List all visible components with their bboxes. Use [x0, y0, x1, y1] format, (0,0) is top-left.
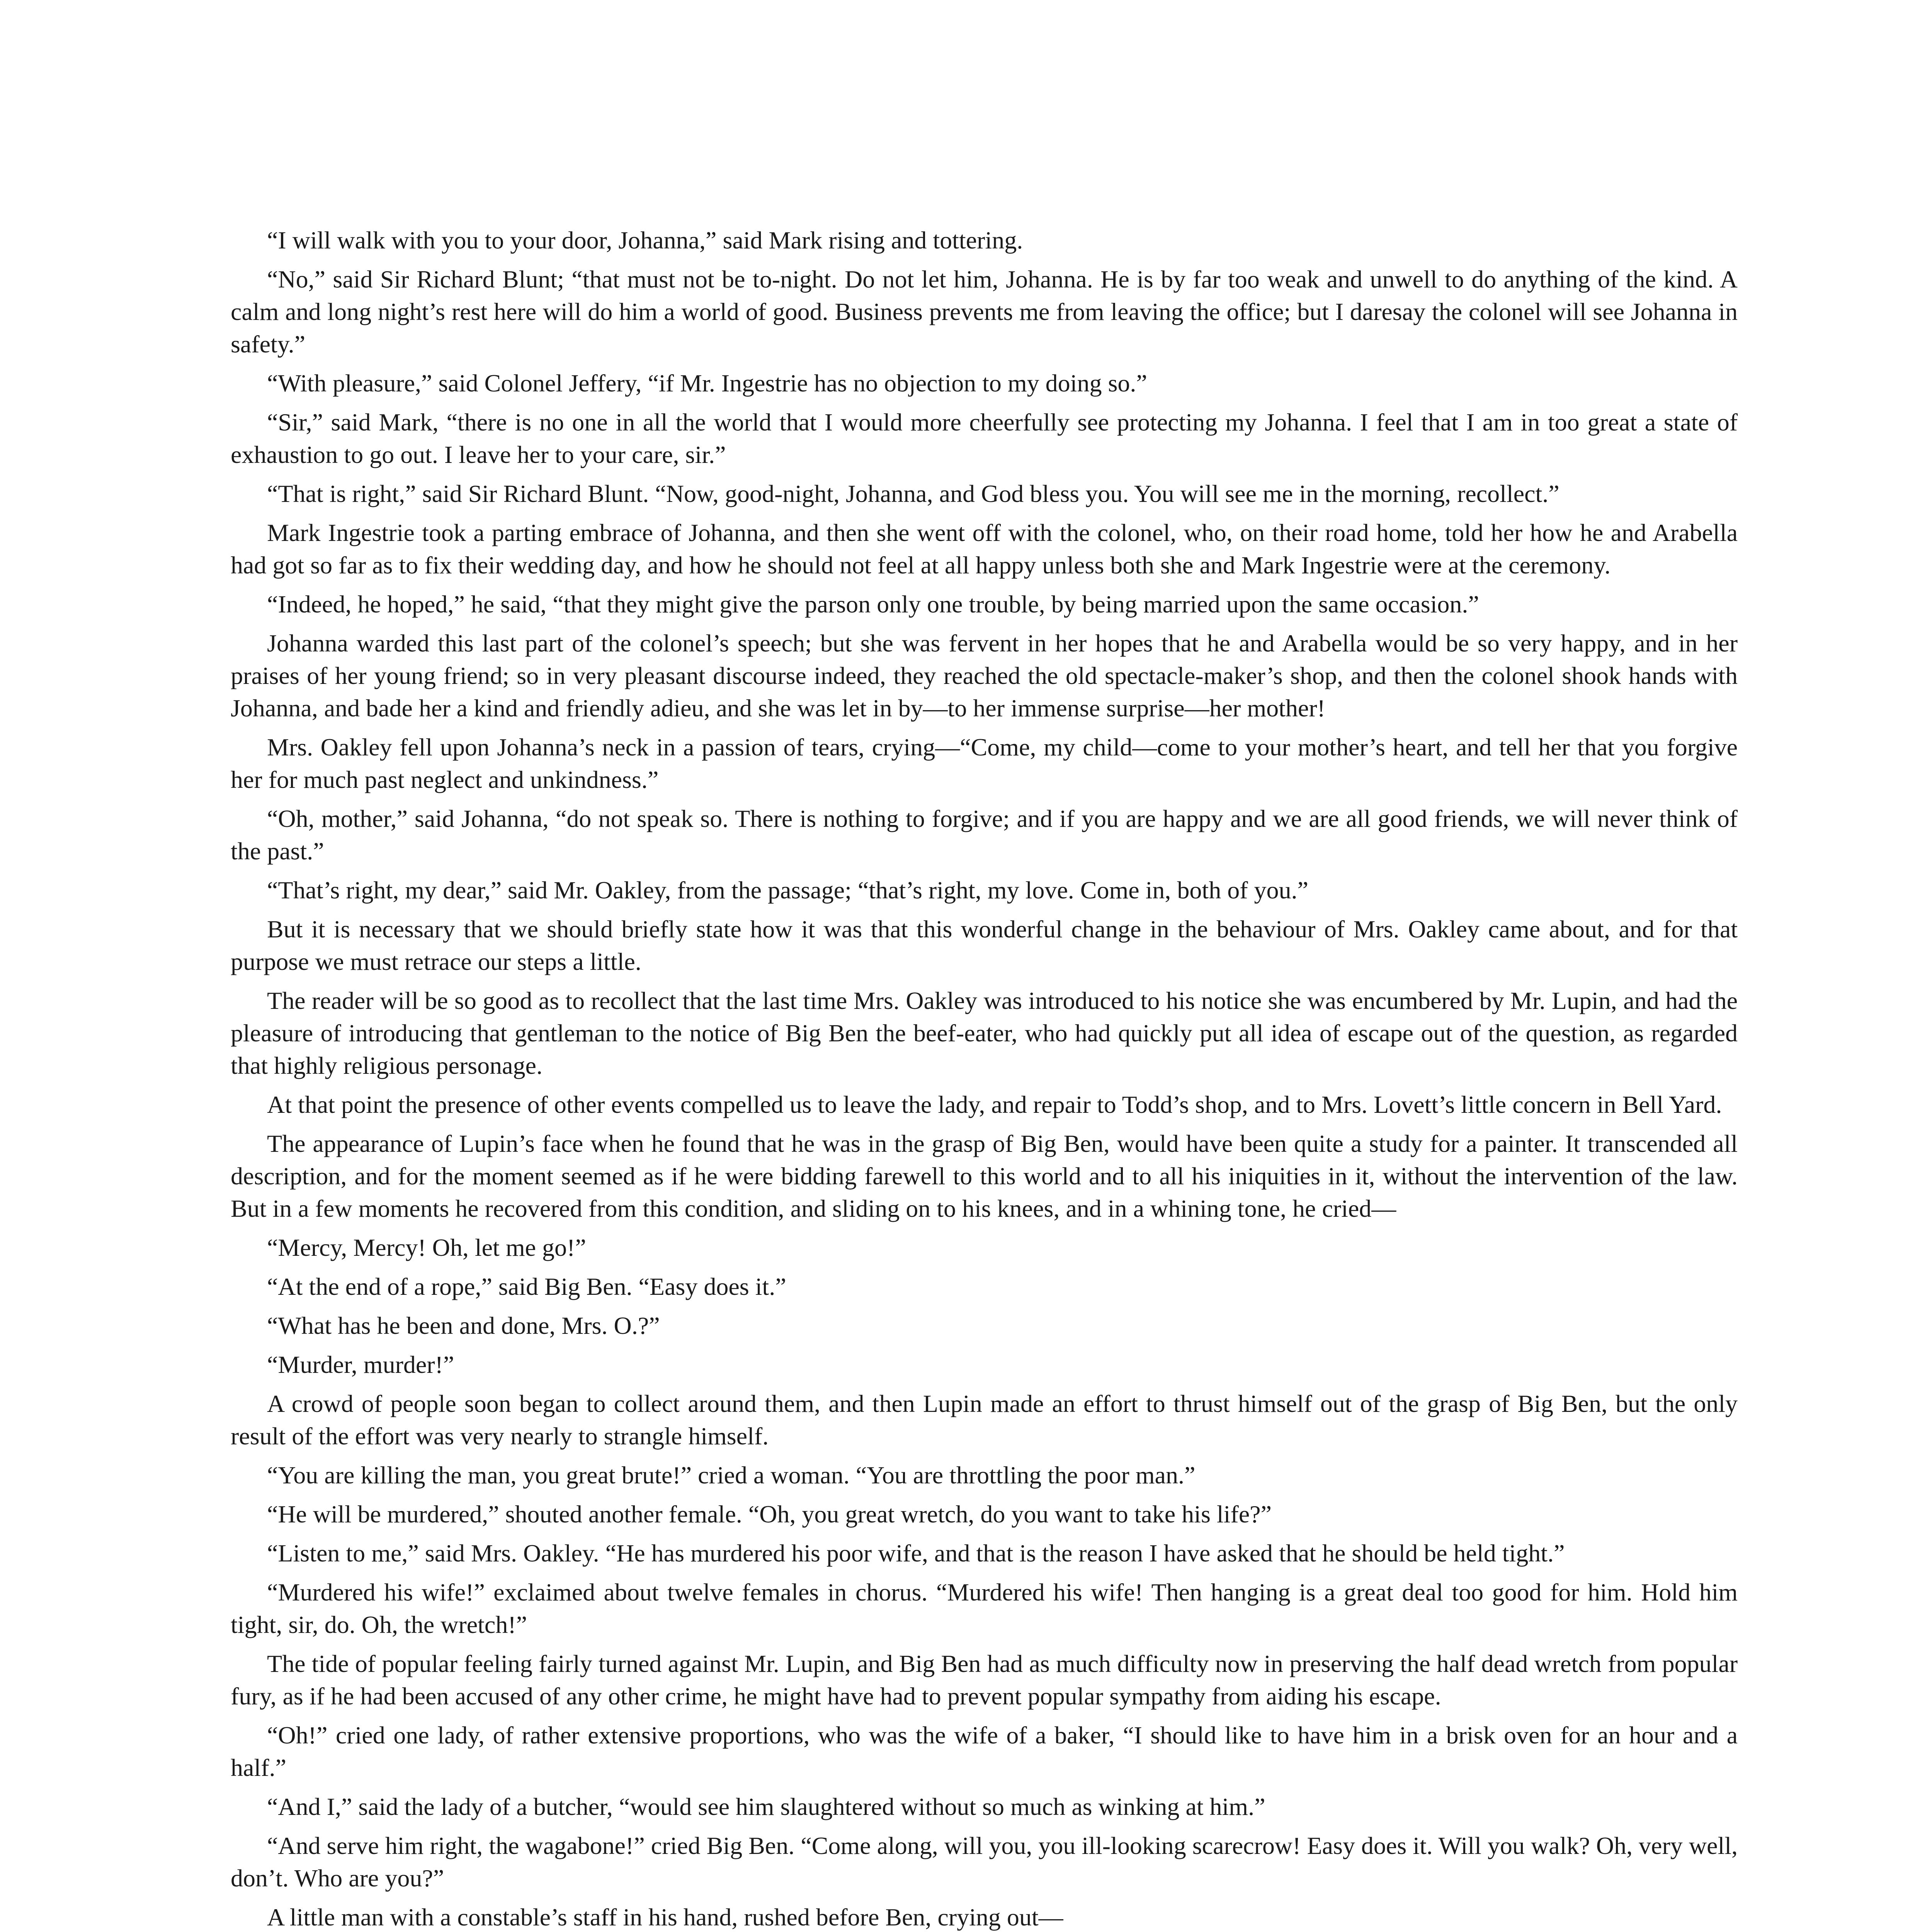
paragraph: “At the end of a rope,” said Big Ben. “Easy does it.”: [267, 1273, 786, 1300]
paragraph: Mrs. Oakley fell upon Johanna’s neck in a passion of tears, crying—“Come, my child—come to your mother’s heart, and tell her that you forgive her for much past neglect and unkindness.”: [231, 733, 1738, 793]
paragraph: Mark Ingestrie took a parting embrace of Johanna, and then she went off with the colonel, who, on their road home, told her how he and Arabella had got so far as to fix their wedding day, and how he should not feel at all happy unless both she and Mark Ingestrie were at the ceremony.: [231, 519, 1738, 579]
paragraph: “Murdered his wife!” exclaimed about twelve females in chorus. “Murdered his wife! Then hanging is a great deal too good for him. Hold him tight, sir, do. Oh, the wretch!”: [231, 1578, 1738, 1638]
paragraph: “Mercy, Mercy! Oh, let me go!”: [267, 1234, 586, 1261]
paragraph: “Oh!” cried one lady, of rather extensive proportions, who was the wife of a baker, “I should like to have him in a brisk oven for an hour and a half.”: [231, 1721, 1738, 1781]
paragraph: The appearance of Lupin’s face when he found that he was in the grasp of Big Ben, would have been quite a study for a painter. It transcended all description, and for the moment seemed as if he were bidding farewell to this world and to all his iniquities in it, without the intervention of the law. But in a few moments he recovered from this condition, and sliding on to his knees, and in a whining tone, he cried—: [231, 1130, 1738, 1222]
paragraph: At that point the presence of other events compelled us to leave the lady, and repair to Todd’s shop, and to Mrs. Lovett’s little concern in Bell Yard.: [267, 1091, 1722, 1118]
paragraph: “That’s right, my dear,” said Mr. Oakley, from the passage; “that’s right, my love. Come in, both of you.”: [267, 876, 1308, 904]
paragraph: A crowd of people soon began to collect around them, and then Lupin made an effort to thrust himself out of the grasp of Big Ben, but the only result of the effort was very nearly to strangle himself.: [231, 1390, 1738, 1450]
paragraph: “What has he been and done, Mrs. O.?”: [267, 1312, 660, 1339]
paragraph: But it is necessary that we should briefly state how it was that this wonderful change in the behaviour of Mrs. Oakley came about, and for that purpose we must retrace our steps a little.: [231, 915, 1738, 975]
paragraph: “I will walk with you to your door, Johanna,” said Mark rising and tottering.: [267, 226, 1023, 254]
paragraph: The tide of popular feeling fairly turned against Mr. Lupin, and Big Ben had as much difficulty now in preserving the half dead wretch from popular fury, as if he had been accused of any other crime, he might have had to prevent popular sympathy from aiding his escape.: [231, 1650, 1738, 1710]
paragraph: “Listen to me,” said Mrs. Oakley. “He has murdered his poor wife, and that is the reason I have asked that he should be held tight.”: [267, 1539, 1565, 1567]
paragraph: “You are killing the man, you great brute!” cried a woman. “You are throttling the poor man.”: [267, 1461, 1196, 1489]
paragraph: A little man with a constable’s staff in his hand, rushed before Ben, crying out—: [267, 1903, 1063, 1931]
paragraph: “He will be murdered,” shouted another female. “Oh, you great wretch, do you want to take his life?”: [267, 1500, 1272, 1528]
paragraph: “And I,” said the lady of a butcher, “would see him slaughtered without so much as winking at him.”: [267, 1793, 1265, 1820]
paragraph: “Indeed, he hoped,” he said, “that they might give the parson only one trouble, by being married upon the same occasion.”: [267, 590, 1479, 618]
page-body-text: [231, 224, 1738, 1932]
paragraph: “That is right,” said Sir Richard Blunt. “Now, good-night, Johanna, and God bless you. You will see me in the morning, recollect.”: [267, 480, 1560, 507]
paragraph: “Oh, mother,” said Johanna, “do not speak so. There is nothing to forgive; and if you are happy and we are all good friends, we will never think of the past.”: [231, 805, 1738, 865]
paragraph: “No,” said Sir Richard Blunt; “that must not be to-night. Do not let him, Johanna. He is by far too weak and unwell to do anything of the kind. A calm and long night’s rest here will do him a world of good. Business prevents me from leaving the office; but I daresay the colonel will see Johanna in safety.”: [231, 265, 1738, 358]
paragraph: The reader will be so good as to recollect that the last time Mrs. Oakley was introduced to his notice she was encumbered by Mr. Lupin, and had the pleasure of introducing that gentleman to the notice of Big Ben the beef-eater, who had quickly put all idea of escape out of the question, as regarded that highly religious personage.: [231, 987, 1738, 1079]
paragraph: “Sir,” said Mark, “there is no one in all the world that I would more cheerfully see protecting my Johanna. I feel that I am in too great a state of exhaustion to go out. I leave her to your care, sir.”: [231, 408, 1738, 468]
paragraph: “Murder, murder!”: [267, 1351, 454, 1378]
paragraph: “And serve him right, the wagabone!” cried Big Ben. “Come along, will you, you ill-looking scarecrow! Easy does it. Will you walk? Oh, very well, don’t. Who are you?”: [231, 1832, 1738, 1892]
paragraph: Johanna warded this last part of the colonel’s speech; but she was fervent in her hopes that he and Arabella would be so very happy, and in her praises of her young friend; so in very pleasant discourse indeed, they reached the old spectacle-maker’s shop, and then the colonel shook hands with Johanna, and bade her a kind and friendly adieu, and she was let in by—to her immense surprise—her mother!: [231, 629, 1738, 722]
paragraph: “With pleasure,” said Colonel Jeffery, “if Mr. Ingestrie has no objection to my doing so.”: [267, 369, 1147, 397]
